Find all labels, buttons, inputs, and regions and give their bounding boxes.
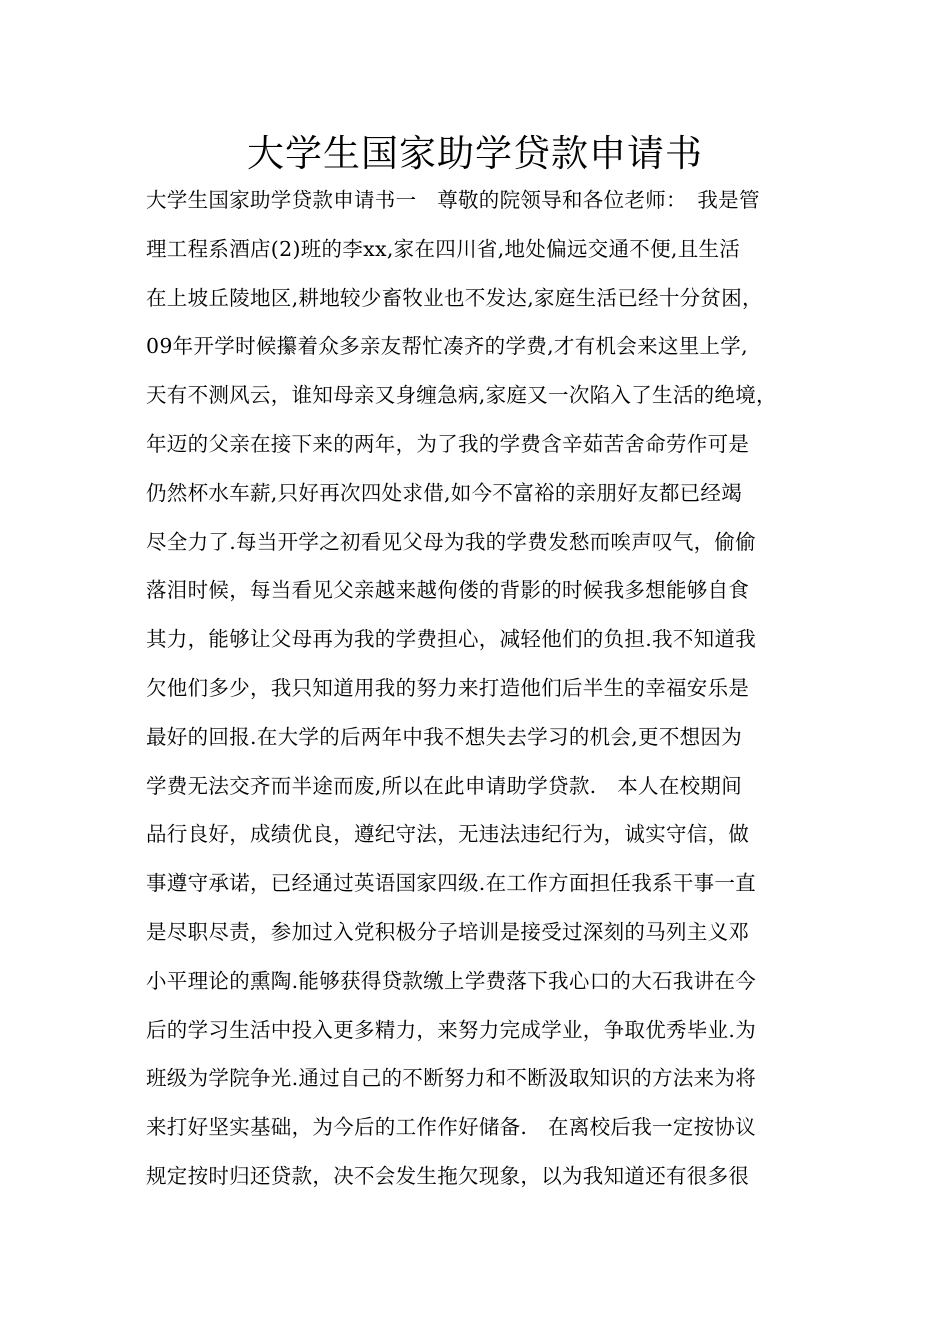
body-line: 规定按时归还贷款，决不会发生拖欠现象，以为我知道还有很多很 bbox=[146, 1163, 750, 1188]
body-line: 理工程系酒店(2)班的李xx,家在四川省,地处偏远交通不便,且生活 bbox=[146, 236, 741, 261]
body-line: 尽全力了.每当开学之初看见父母为我的学费发愁而唉声叹气，偷偷 bbox=[146, 529, 757, 554]
body-line: 大学生国家助学贷款申请书一 尊敬的院领导和各位老师： 我是管 bbox=[146, 188, 760, 212]
body-line: 是尽职尽责，参加过入党积极分子培训是接受过深刻的马列主义邓 bbox=[146, 919, 750, 944]
body-line: 仍然杯水车薪,只好再次四处求借,如今不富裕的亲朋好友都已经竭 bbox=[146, 480, 743, 505]
body-line: 欠他们多少，我只知道用我的努力来打造他们后半生的幸福安乐是 bbox=[146, 675, 750, 700]
body-line: 最好的回报.在大学的后两年中我不想失去学习的机会,更不想因为 bbox=[146, 724, 743, 749]
body-line: 落泪时候，每当看见父亲越来越佝偻的背影的时候我多想能够自食 bbox=[146, 578, 750, 603]
body-line: 小平理论的熏陶.能够获得贷款缴上学费落下我心口的大石我讲在今 bbox=[146, 968, 757, 993]
body-line: 品行良好，成绩优良，遵纪守法，无违法违纪行为，诚实守信，做 bbox=[146, 822, 750, 847]
body-line: 年迈的父亲在接下来的两年，为了我的学费含辛茹苦舍命劳作可是 bbox=[146, 431, 750, 456]
body-line: 来打好坚实基础，为今后的工作作好储备. 在离校后我一定按协议 bbox=[146, 1115, 757, 1140]
body-line: 班级为学院争光.通过自己的不断努力和不断汲取知识的方法来为将 bbox=[146, 1066, 757, 1091]
body-line: 09年开学时候攥着众多亲友帮忙凑齐的学费,才有机会来这里上学, bbox=[146, 334, 748, 359]
body-line: 其力，能够让父母再为我的学费担心，减轻他们的负担.我不知道我 bbox=[146, 627, 757, 652]
body-line: 在上坡丘陵地区,耕地较少畜牧业也不发达,家庭生活已经十分贫困， bbox=[146, 285, 763, 310]
document-body bbox=[146, 176, 826, 1201]
document-title: 大学生国家助学贷款申请书 bbox=[247, 132, 703, 175]
body-line: 天有不测风云，谁知母亲又身缠急病,家庭又一次陷入了生活的绝境， bbox=[146, 383, 777, 408]
body-line: 后的学习生活中投入更多精力，来努力完成学业，争取优秀毕业.为 bbox=[146, 1017, 757, 1042]
body-line: 事遵守承诺，已经通过英语国家四级.在工作方面担任我系干事一直 bbox=[146, 871, 757, 896]
body-line: 学费无法交齐而半途而废,所以在此申请助学贷款. 本人在校期间 bbox=[146, 773, 743, 798]
